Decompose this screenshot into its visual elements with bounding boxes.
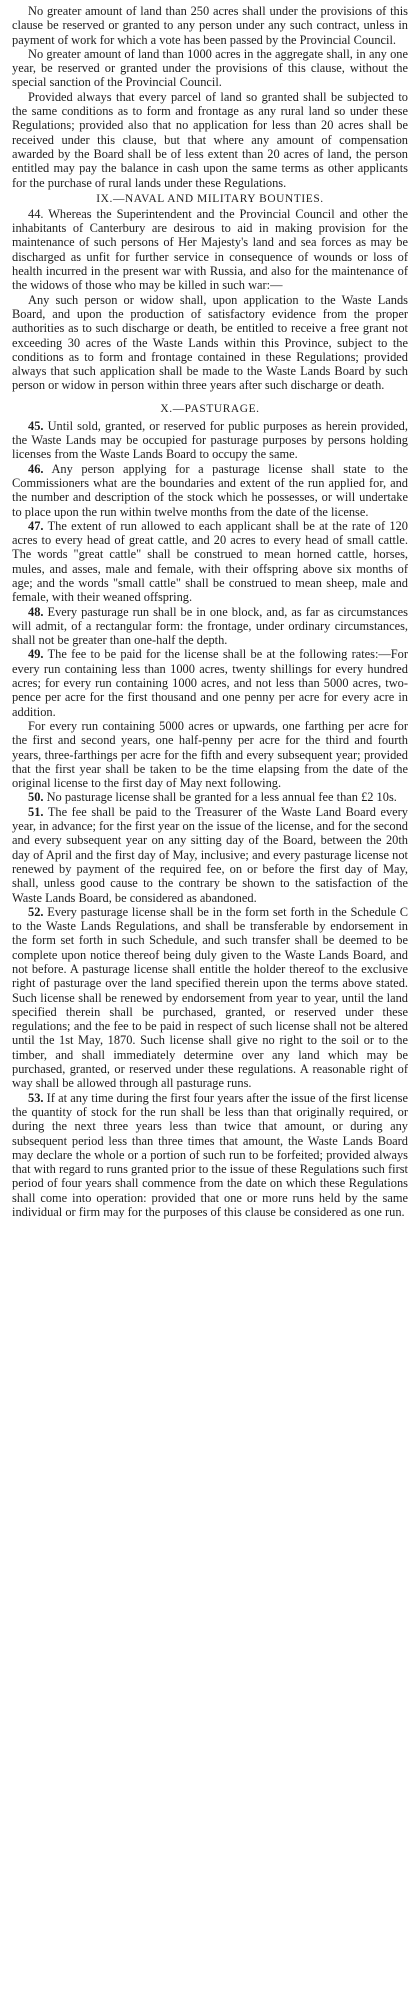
clause-text: Whereas the Superintendent and the Provincial Council and other the inhabitants of Canterbury are desirous to aid in making provision for the maintenance of such persons of Her Majesty's land and sea forces as may be discharged as unfit for further service in consequence of wounds or loss of health incurred in the present war with Russia, and also for the maintenance of the widows of those who may be killed in such war:— xyxy=(12,206,408,293)
clause-number: 51. xyxy=(28,804,44,819)
clause-number: 53. xyxy=(28,1090,44,1105)
clause-text: The extent of run allowed to each applicant shall be at the rate of 120 acres to every head of great cattle, and 20 acres to every head of small cattle. The words "great cattle" shall be construed to mean horned cattle, horses, mules, and asses, male and female, with their offspring above six months of age; and the words "small cattle" shall be construed to mean sheep, male and female, with their weaned offspring. xyxy=(12,518,408,605)
clause-44 xyxy=(12,207,408,293)
clause-44-continued: Any such person or widow shall, upon application to the Waste Lands Board, and upon the production of satisfactory evidence from the proper authorities as to such discharge or death, be entitled to receive a free grant not exceeding 30 acres of the Waste Lands within this Province, subject to the conditions as to form and frontage contained in these Regulations; provided always that such application shall be made to the Waste Lands Board by such person or widow in person within three years after such discharge or death. xyxy=(12,292,408,393)
heading-naval-military-bounties: IX.—NAVAL AND MILITARY BOUNTIES. xyxy=(96,192,324,205)
clause-text: The fee shall be paid to the Treasurer of the Waste Land Board every year, in advance; for the first year on the issue of the license, and for the second and every subsequent year on any sitting day of the Board, between the 20th day of April and the first day of May, inclusive; and every pasturage license not renewed by payment of the required fee, on or before the first day of May, shall, unless good cause to the contrary be shown to the satisfaction of the Waste Lands Board, be considered as abandoned. xyxy=(12,804,409,905)
clause-text: The fee to be paid for the license shall be at the following rates:—For every run containing less than 1000 acres, twenty shillings for every hundred acres; for every run containing 1000 acres, and not less than 5000 acres, two-pence per acre for the first thousand and one penny per acre for every acre in addition. xyxy=(12,647,409,719)
clause-number: 50. xyxy=(28,790,44,805)
paragraph-250-acres: No greater amount of land than 250 acres shall under the provisions of this clause be reserved or granted to any person under any such contract, unless in payment of work for which a vote has been passed by the Provincial Council. xyxy=(12,4,408,47)
clause-number: 46. xyxy=(28,461,44,476)
paragraph-1000-acres: No greater amount of land than 1000 acres in the aggregate shall, in any one year, be reserved or granted under the provisions of this clause, without the special sanction of the Provincial Council. xyxy=(12,46,408,90)
clause-number: 44. xyxy=(28,206,44,221)
clause-number: 45. xyxy=(28,418,44,433)
clause-45 xyxy=(12,419,408,462)
clause-number: 48. xyxy=(28,604,44,619)
clause-text: Any person applying for a pasturage license shall state to the Commissioners what are the boundaries and extent of the run applied for, and the number and description of the stock which he possesses, or will undertake to place upon the run within twelve months from the date of the license. xyxy=(12,461,408,519)
clause-52 xyxy=(12,905,408,1091)
clause-number: 52. xyxy=(28,904,44,919)
clause-50 xyxy=(12,790,408,804)
clause-text: If at any time during the first four years after the issue of the first license the quantity of stock for the run shall be less than that originally required, or during the next three years less than twice that amount, or during any subsequent period less than three times that amount, the Waste Lands Board may declare the whole or a portion of such run to be forfeited; provided always that with regard to runs granted prior to the issue of these Regulations such first period of four years shall commence from the date on which these Regulations shall come into operation: provided that one or more runs held by the same individual or firm may for the purposes of this clause be considered as one run. xyxy=(12,1090,408,1220)
paragraph-provided-always: Provided always that every parcel of land so granted shall be subjected to the same conditions as to form and frontage as any rural land so under these Regulations; provided also that no application for less than 20 acres shall be received under this clause, but that where any amount of compensation awarded by the Board shall be of less extent than 20 acres of land, the person entitled may pay the balance in cash upon the same terms as other applicants for the purchase of rural lands under these Regulations. xyxy=(12,89,408,190)
clause-text: No pasturage license shall be granted for a less annual fee than £2 10s. xyxy=(46,790,397,805)
clause-text: For every run containing 5000 acres or upwards, one farthing per acre for the first and second years, one half-penny per acre for the third and fourth years, three-farthings per acre for the fifth and every subsequent year; provided that the first year shall be taken to be the time elapsing from the date of the original license to the first day of May next following. xyxy=(12,718,408,791)
clause-48 xyxy=(12,605,408,648)
clause-number: 49. xyxy=(28,647,44,662)
clause-text: Every pasturage run shall be in one block, and, as far as circumstances will admit, of a rectangular form: the frontage, under ordinary circumstances, shall not be greater than one-half the depth. xyxy=(12,604,408,648)
clause-text: Every pasturage license shall be in the form set forth in the Schedule C to the Waste Lands Regulations, and shall be transferable by endorsement in the form set forth in such Schedule, and such transfer shall be deemed to be complete upon notice thereof being duly given to the Waste Lands Board, and not before. A pasturage license shall entitle the holder thereof to the exclusive right of pasturage over the land specified therein upon the terms above stated. Such license shall be renewed by endorsement from year to year, until the land specified therein shall be purchased, granted, or reserved under these regulations; and the fee to be paid in respect of such license shall not be altered until the 1st May, 1870. Such license shall give no right to the soil or to the timber, and shall immediately determine over any land which may be purchased, granted, or reserved under these regulations. A reasonable right of way shall be allowed through all pasturage runs. xyxy=(12,904,408,1091)
clause-number: 47. xyxy=(28,518,44,533)
clause-49 xyxy=(12,647,408,718)
clause-text: Until sold, granted, or reserved for public purposes as herein provided, the Waste Lands may be occupied for pasturage purposes by persons holding licenses from the Waste Lands Board to occupy the same. xyxy=(12,418,408,462)
clause-53 xyxy=(12,1091,408,1220)
clause-46 xyxy=(12,462,408,519)
clause-49-continued xyxy=(12,719,408,790)
heading-pasturage: X.—PASTURAGE. xyxy=(160,402,260,415)
clause-51 xyxy=(12,805,408,905)
clause-47 xyxy=(12,519,408,605)
